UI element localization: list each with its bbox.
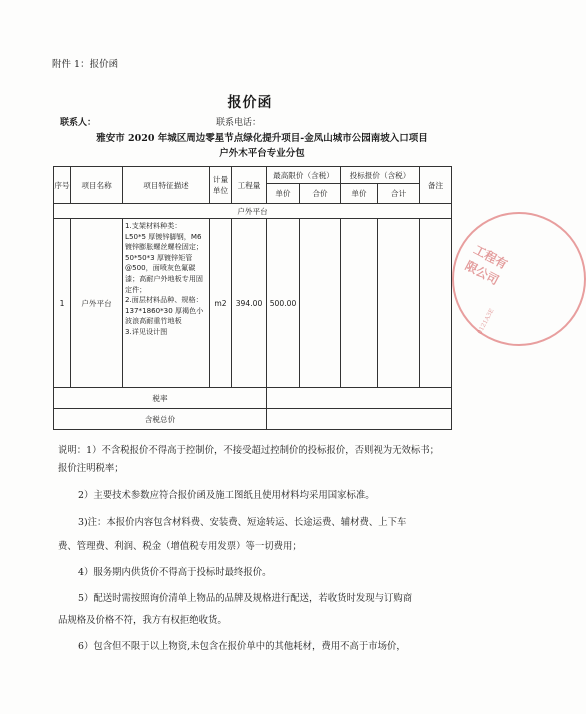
header-bid-group: 投标报价（含税） [341,167,420,184]
header-unit: 计量单位 [210,167,232,204]
row-max-total [300,219,341,388]
table-row [54,219,452,388]
company-seal-code: 0121A3E [476,307,496,336]
header-max-total: 合价 [300,184,341,204]
row-max-unit-price: 500.00 [267,219,300,388]
header-row-1 [54,167,452,184]
header-bid-unit-price: 单价 [341,184,378,204]
section-label: 户外平台 [54,204,452,219]
section-row [54,204,452,219]
note-3-cont: 费、管理费、利润、税金（增值税专用发票）等一切费用； [58,541,302,552]
row-remark [420,219,452,388]
header-remark: 备注 [420,167,452,204]
rate-label: 税率 [54,388,267,409]
header-name: 项目名称 [71,167,123,204]
page-title: 报价函 [227,95,273,111]
note-1-cont: 报价注明税率； [58,463,124,474]
total-value [267,409,452,430]
project-title-line2: 户外木平台专业分包 [219,148,305,159]
contact-person-label: 联系人： [60,118,97,128]
header-max-price-group: 最高限价（含税） [267,167,341,184]
total-label: 含税总价 [54,409,267,430]
spec-line-3: 2.面层材料品种、规格：137*1860*30 厚褐色小波浪高耐重竹地板 [125,295,204,326]
rate-value [267,388,452,409]
contact-phone-label: 联系电话： [216,118,262,128]
project-title [92,131,432,161]
header-feature: 项目特征描述 [123,167,210,204]
row-seq: 1 [54,219,71,388]
total-row [54,409,452,430]
header-bid-total: 合计 [378,184,420,204]
company-seal-text: 工程有限公司 [462,242,510,288]
note-2: 2）主要技术参数应符合报价函及施工图纸且使用材料均采用国家标准。 [78,490,375,501]
note-4: 4）服务期内供货价不得高于投标时最终报价。 [78,567,272,578]
header-qty: 工程量 [232,167,267,204]
header-max-unit-price: 单价 [267,184,300,204]
header-seq: 序号 [54,167,71,204]
quote-table [53,166,452,430]
rate-row [54,388,452,409]
note-1: 说明：1）不含税报价不得高于控制价，不接受超过控制价的投标报价，否则视为无效标书； [58,445,439,456]
spec-line-4: 3.详见设计图 [125,326,168,336]
attachment-label: 附件 1：报价函 [52,59,119,70]
note-5-cont: 品规格及价格不符，我方有权拒绝收货。 [58,615,227,626]
spec-line-1: 1.支架材料种类： [125,221,182,230]
note-5: 5）配送时需按照询价清单上物品的品牌及规格进行配送，若收货时发现与订购商 [78,593,413,604]
row-bid-total [378,219,420,388]
row-qty: 394.00 [232,219,267,388]
row-unit: m2 [210,219,232,388]
row-name: 户外平台 [71,219,123,388]
spec-line-2: L50*5 厚镀锌脚钢，M6 镀锌膨胀螺丝螺栓固定；50*50*3 厚镀锌矩管@500，面喷灰色氟碳漆；高耐户外地板专用固定件； [125,231,204,294]
note-6: 6）包含但不限于以上物资,未包含在报价单中的其他耗材，费用不高于市场价， [78,641,406,652]
row-bid-unit-price [341,219,378,388]
project-title-line1: 雅安市 2020 年城区周边零星节点绿化提升项目-金凤山城市公园南坡入口项目 [96,133,428,144]
row-spec [123,219,210,388]
note-3: 3)注：本报价内容包含材料费、安装费、短途转运、长途运费、辅材费、上下车 [78,517,407,528]
company-seal [452,212,586,346]
